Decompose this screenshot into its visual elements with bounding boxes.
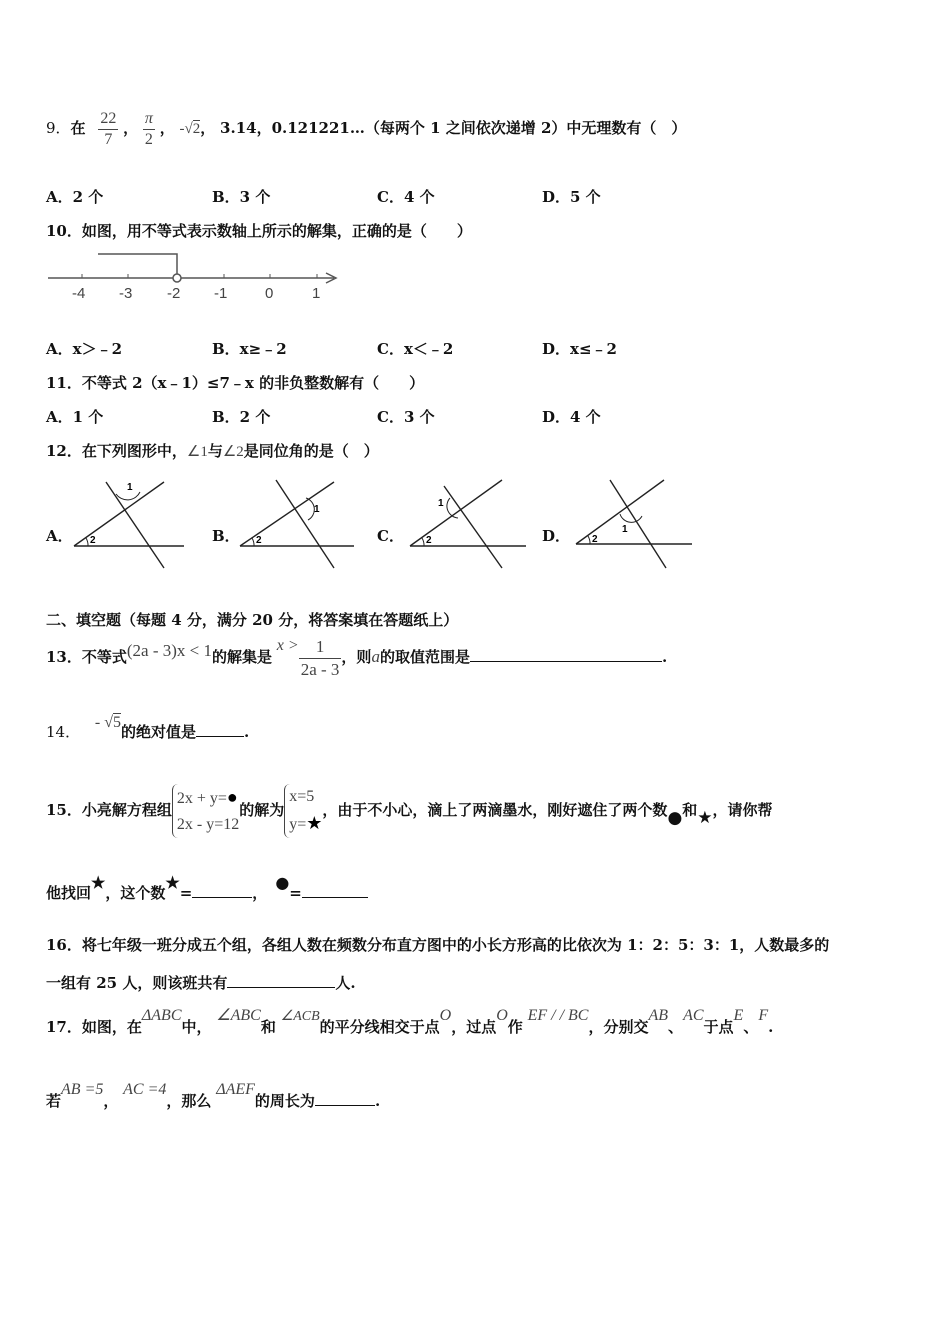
- ink-star-icon: ★: [306, 813, 323, 833]
- solution-system: [284, 784, 322, 838]
- segment-ac: AC: [683, 1007, 704, 1024]
- q12-option-d: D．: [542, 527, 571, 545]
- q17-text: 于点: [703, 1018, 734, 1036]
- q10-option-c: C．x＜﹣2: [377, 340, 454, 358]
- point-f: F: [758, 1007, 769, 1024]
- angle-label-2: 2: [90, 535, 96, 546]
- q9-lead: 在: [70, 119, 86, 137]
- axis-label: -4: [72, 285, 86, 302]
- q15-line2: [46, 873, 368, 910]
- solution-ray: [98, 254, 177, 274]
- q9-sep: ，: [200, 119, 216, 137]
- q17-text: 和: [260, 1018, 276, 1036]
- q16-line1: 16．将七年级一班分成五个组，各组人数在频数分布直方图中的小长方形高的比依次为 1：2：5：3：1，人数最多的: [46, 936, 830, 954]
- sqrt-2: √2: [184, 121, 201, 137]
- q9-sep: ，: [159, 119, 175, 137]
- frac-numerator: π: [143, 109, 155, 130]
- q12-option-a: A．: [46, 527, 73, 545]
- angle-label-2: 2: [426, 535, 432, 546]
- q10-stem: 10．如图，用不等式表示数轴上所示的解集，正确的是（ ）: [46, 222, 472, 240]
- q17-text: ，分别交: [588, 1018, 649, 1036]
- equation-system: [172, 784, 239, 838]
- q15-text: =: [179, 884, 193, 902]
- point-o: O: [439, 1007, 452, 1024]
- ink-star-icon: ★: [697, 808, 713, 828]
- ink-dot-icon: ●: [667, 808, 683, 828]
- open-circle: [173, 274, 181, 282]
- q17-text: .: [768, 1018, 774, 1036]
- minus-sign: -: [94, 714, 101, 731]
- frac-denominator: 2: [144, 130, 153, 148]
- angle-label-1: 1: [314, 504, 320, 515]
- period: .: [374, 1092, 381, 1110]
- solution-1: x=5: [289, 788, 315, 805]
- q15-text: 他找回: [46, 884, 92, 902]
- q13-tail: 的取值范围是: [379, 648, 470, 666]
- axis-label: -1: [214, 285, 228, 302]
- q11-option-c: C．3 个: [377, 408, 435, 426]
- q16-line2: [46, 972, 356, 993]
- frac-numerator: 1: [299, 636, 342, 659]
- q10-option-b: B．x≥﹣2: [212, 340, 287, 358]
- q17-text: ，过点: [451, 1018, 497, 1036]
- q17-text: 若: [46, 1092, 62, 1110]
- q13-inequality: (2a - 3)x < 1: [126, 641, 212, 660]
- angle-label-2: 2: [256, 535, 262, 546]
- answer-blank[interactable]: [196, 722, 244, 737]
- ink-dot-icon: ●: [226, 787, 238, 807]
- q12-prefix: 12．在下列图形中，: [46, 442, 187, 460]
- angle-1: ∠1: [186, 444, 208, 460]
- angle-label-1: 1: [127, 482, 133, 493]
- q11-stem: 11．不等式 2（x﹣1）≤7﹣x 的非负整数解有（ ）: [46, 374, 425, 392]
- q17-text: ，那么: [166, 1092, 212, 1110]
- q16-text: 人.: [335, 974, 356, 992]
- axis-label: 1: [312, 285, 321, 302]
- q13-fraction: [299, 636, 342, 681]
- q9-option-b: B．3 个: [212, 188, 271, 206]
- q10-option-d: D．x≤﹣2: [542, 340, 617, 358]
- q17-text: ，: [103, 1092, 119, 1110]
- equation-1: 2x + y=: [176, 790, 227, 807]
- axis-label: -3: [119, 285, 133, 302]
- q17-text: 、: [668, 1018, 684, 1036]
- point-o: O: [496, 1007, 508, 1024]
- q14-number: 14．: [46, 723, 81, 741]
- figure-b: [234, 476, 358, 574]
- point-e: E: [733, 1007, 744, 1024]
- q17-line1: [46, 1002, 773, 1042]
- axis-label: -2: [167, 285, 181, 302]
- fraction-22-7: [98, 109, 118, 150]
- q13-solution-lhs: x >: [276, 637, 299, 654]
- q15-and: 和: [682, 801, 698, 819]
- q13-mid: 的解集是: [212, 648, 273, 666]
- ab-equals-5: AB =5: [61, 1081, 104, 1098]
- answer-blank[interactable]: [192, 883, 252, 898]
- triangle-abc: ΔABC: [141, 1007, 182, 1024]
- q13-tail: ，则: [341, 648, 372, 666]
- answer-blank[interactable]: [470, 647, 662, 662]
- q9-number: 9．: [46, 119, 71, 137]
- segment-ab: AB: [648, 1007, 669, 1024]
- ink-star-icon: ★: [165, 873, 180, 892]
- frac-denominator: 2a - 3: [300, 659, 340, 679]
- q15-text: ，这个数: [105, 884, 166, 902]
- q15-stem: [46, 772, 773, 848]
- q15-tail: ，请你帮: [712, 801, 773, 819]
- q17-lead: 17．如图，在: [46, 1018, 142, 1036]
- figure-c: [404, 476, 528, 574]
- radicand: 2: [192, 121, 201, 137]
- q15-text: =: [289, 884, 302, 902]
- angle-label-1: 1: [622, 524, 628, 535]
- q11-option-b: B．2 个: [212, 408, 271, 426]
- var-a: a: [371, 647, 380, 666]
- q11-option-a: A．1 个: [46, 408, 104, 426]
- q9-option-d: D．5 个: [542, 188, 601, 206]
- period: .: [661, 648, 668, 666]
- q17-text: 中，: [181, 1018, 212, 1036]
- angle-abc: ∠ABC: [216, 1007, 261, 1024]
- q12-option-c: C．: [377, 527, 404, 545]
- angle-label-1: 1: [438, 498, 444, 509]
- period: .: [244, 723, 250, 741]
- triangle-aef: ΔAEF: [216, 1081, 255, 1098]
- equation-2: 2x - y=12: [176, 816, 240, 833]
- q9-option-c: C．4 个: [377, 188, 435, 206]
- ac-equals-4: AC =4: [123, 1081, 167, 1098]
- q13-stem: [46, 632, 667, 682]
- q17-text: 、: [743, 1018, 759, 1036]
- axis-label: 0: [265, 285, 274, 302]
- q12-mid: 与: [207, 442, 223, 460]
- q9-stem: [46, 103, 686, 153]
- q15-lead: 15．小亮解方程组: [46, 801, 172, 819]
- q17-line2: [46, 1076, 380, 1116]
- ink-dot-icon: ●: [275, 873, 290, 892]
- q9-option-a: A．2 个: [46, 188, 104, 206]
- neg-sqrt-5: - √5: [94, 714, 121, 731]
- q9-rest: 3.14，0.121221…（每两个 1 之间依次递增 2）中无理数有（ ）: [220, 119, 687, 137]
- answer-blank[interactable]: [315, 1091, 375, 1106]
- q14-stem: [46, 712, 249, 752]
- q12-stem: [46, 440, 379, 461]
- answer-blank[interactable]: [227, 973, 335, 988]
- ink-star-icon: ★: [91, 873, 106, 892]
- q10-option-a: A．x＞﹣2: [46, 340, 123, 358]
- number-line-figure: [44, 248, 344, 304]
- angle-acb: ∠ACB: [280, 1009, 320, 1024]
- q17-text: 的周长为: [254, 1092, 315, 1110]
- figure-a: [68, 476, 188, 574]
- q15-text: ，: [252, 884, 268, 902]
- q12-option-b: B．: [212, 527, 240, 545]
- frac-numerator: 22: [98, 109, 118, 130]
- q17-text: 的平分线相交于点: [319, 1018, 440, 1036]
- solution-2: y=: [289, 816, 307, 833]
- q14-tail: 的绝对值是: [120, 723, 196, 741]
- frac-denominator: 7: [104, 130, 113, 148]
- q13-lead: 13．不等式: [46, 648, 127, 666]
- q16-text: 一组有 25 人，则该班共有: [46, 974, 228, 992]
- radicand: 5: [112, 714, 121, 731]
- q15-mid: 的解为: [239, 801, 285, 819]
- angle-2: ∠2: [222, 444, 244, 460]
- q11-option-d: D．4 个: [542, 408, 601, 426]
- q15-tail: ，由于不小心，滴上了两滴墨水，刚好遮住了两个数: [322, 801, 668, 819]
- q12-suffix: 是同位角的是（ ）: [243, 442, 379, 460]
- fraction-pi-2: [143, 109, 155, 150]
- q17-text: 作: [507, 1018, 523, 1036]
- q9-sep: ，: [123, 119, 139, 137]
- answer-blank[interactable]: [302, 883, 368, 898]
- minus-sign: -: [179, 121, 185, 137]
- figure-d: [570, 476, 694, 574]
- ef-parallel-bc: EF / / BC: [527, 1007, 589, 1024]
- section-title: 二、填空题（每题 4 分，满分 20 分，将答案填在答题纸上）: [46, 611, 459, 629]
- angle-label-2: 2: [592, 534, 598, 545]
